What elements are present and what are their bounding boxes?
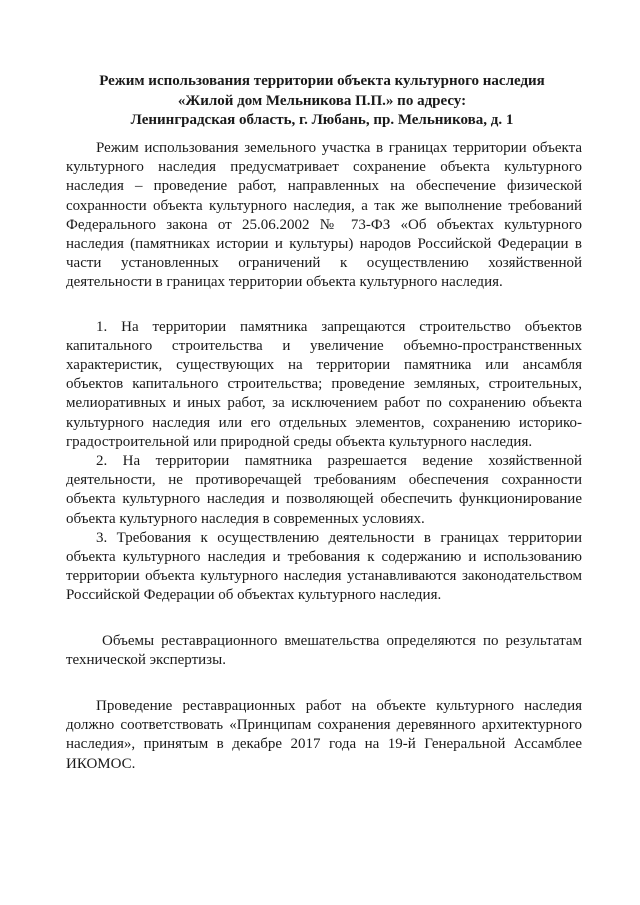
- paragraph-intro: Режим использования земельного участка в границах территории объекта культурного наследия предусматривает сохранение объекта культурного наследия – проведение работ, направленных на обеспечение физической сохранности объекта культурного наследия, а так же выполнение требований Федерального закона от 25.06.2002 № 73-ФЗ «Об объектах культурного наследия (памятниках истории и культуры) народов Российской Федерации в части установленных ограничений к осуществлению хозяйственной деятельности в границах территории объекта культурного наследия.: [66, 140, 582, 291]
- paragraph-final: Проведение реставрационных работ на объекте культурного наследия должно соответствовать «Принципам сохранения деревянного архитектурного наследия», принятым в декабре 2017 года на 19-й Генеральной Ассамблее ИКОМОС.: [66, 698, 582, 772]
- paragraph-item-1: 1. На территории памятника запрещаются строительство объектов капитального строительства и увеличение объемно-пространственных характеристик, существующих на территории памятника или ансамбля объектов капитального строительства; проведение земляных, строительных, мелиоративных и иных работ, за исключением работ по сохранению объекта культурного наследия или его отдельных элементов, сохранению историко-градостроительной или природной среды объекта культурного наследия.: [66, 318, 582, 450]
- title-line-2: «Жилой дом Мельникова П.П.» по адресу:: [177, 92, 467, 109]
- paragraph-item-2: 2. На территории памятника разрешается ведение хозяйственной деятельности, не противоречащей требованиям обеспечения сохранности объекта культурного наследия и позволяющей обеспечить функционирование объекта культурного наследия в современных условиях.: [66, 453, 582, 527]
- paragraph-item-3: 3. Требования к осуществлению деятельности в границах территории объекта культурного наследия и требования к содержанию и использованию территории объекта культурного наследия устанавливаются законодательством Российской Федерации об объектах культурного наследия.: [66, 529, 582, 604]
- title-line-1: Режим использования территории объекта культурного наследия: [99, 73, 545, 89]
- document-title: [60, 72, 584, 131]
- title-line-3: Ленинградская область, г. Любань, пр. Мельникова, д. 1: [130, 112, 514, 128]
- paragraph-volume: Объемы реставрационного вмешательства определяются по результатам технической экспертизы.: [66, 632, 582, 668]
- document-body: [66, 139, 582, 774]
